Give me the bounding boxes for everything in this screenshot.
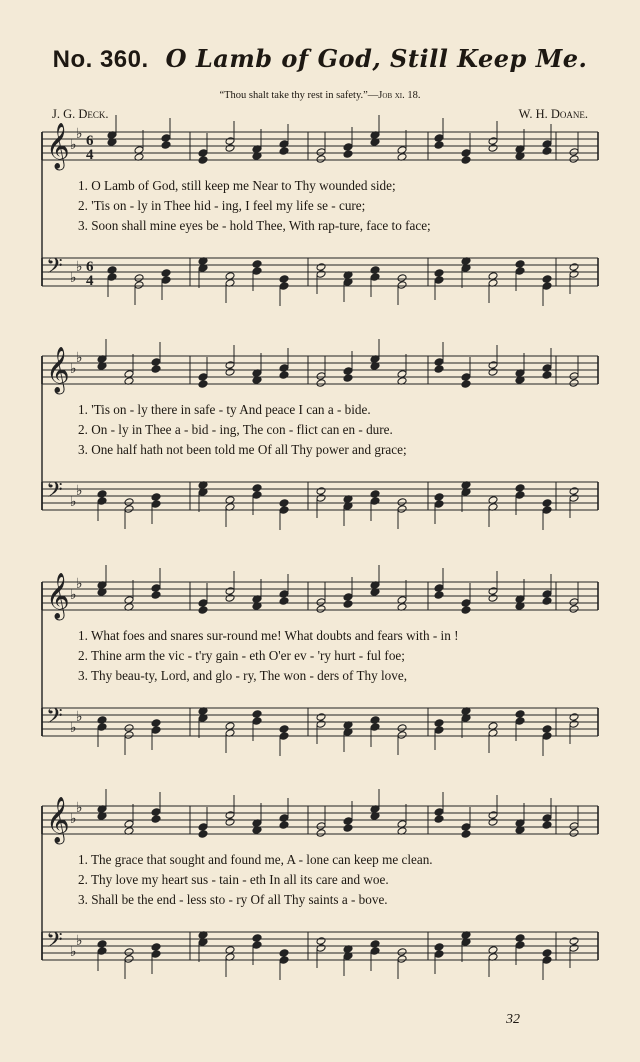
note-head bbox=[161, 134, 171, 143]
verse-lines bbox=[78, 400, 598, 460]
music-system bbox=[40, 797, 600, 972]
note-head bbox=[124, 955, 134, 964]
note-head bbox=[542, 506, 552, 515]
note-head bbox=[134, 281, 144, 290]
scripture-motto bbox=[0, 90, 640, 101]
verse-line: 2. Thy love my heart sus - tain - eth In all its care and woe. bbox=[78, 872, 389, 887]
page-number: 32 bbox=[506, 1012, 520, 1027]
note-head bbox=[198, 830, 208, 839]
note-head bbox=[461, 156, 471, 165]
note-head bbox=[252, 934, 262, 943]
note-head bbox=[198, 380, 208, 389]
treble-clef-icon: 𝄞 bbox=[46, 347, 70, 393]
music-system bbox=[40, 123, 600, 298]
hymn-number: No. 360. bbox=[52, 46, 149, 73]
note-head bbox=[434, 950, 444, 959]
note-head bbox=[151, 584, 161, 593]
note-head bbox=[397, 948, 407, 957]
note-head bbox=[569, 829, 579, 838]
note-head bbox=[97, 947, 107, 956]
hymn-title: O Lamb of God, Still Keep Me. bbox=[165, 44, 588, 73]
flat-icon: ♭ bbox=[76, 350, 83, 366]
verse-line: 3. Thy beau-ty, Lord, and glo - ry, The won - ders of Thy love, bbox=[78, 668, 408, 683]
note-head bbox=[151, 815, 161, 824]
note-head bbox=[434, 141, 444, 150]
note-head bbox=[316, 155, 326, 164]
note-head bbox=[515, 260, 525, 269]
note-head bbox=[225, 818, 235, 827]
treble-clef-icon: 𝄞 bbox=[46, 573, 70, 619]
note-head bbox=[569, 379, 579, 388]
note-head bbox=[569, 263, 579, 272]
hymn-composer: W. H. Doane. bbox=[518, 107, 588, 121]
note-head bbox=[461, 149, 471, 158]
note-head bbox=[134, 274, 144, 283]
treble-staff bbox=[42, 339, 598, 395]
note-head bbox=[569, 944, 579, 953]
note-head bbox=[542, 725, 552, 734]
note-head bbox=[316, 372, 326, 381]
note-head bbox=[279, 364, 289, 373]
note-head bbox=[542, 732, 552, 741]
note-head bbox=[97, 940, 107, 949]
flat-icon: ♭ bbox=[76, 800, 83, 816]
note-head bbox=[279, 956, 289, 965]
note-head bbox=[343, 150, 353, 159]
verse-line: 3. Shall be the end - less sto - ry Of all Thy saints a - bove. bbox=[78, 892, 388, 907]
note-head bbox=[569, 605, 579, 614]
treble-staff bbox=[42, 789, 598, 845]
note-head bbox=[397, 724, 407, 733]
note-head bbox=[542, 814, 552, 823]
note-head bbox=[124, 948, 134, 957]
note-head bbox=[397, 281, 407, 290]
note-head bbox=[569, 937, 579, 946]
note-head bbox=[542, 282, 552, 291]
note-head bbox=[515, 710, 525, 719]
note-head bbox=[124, 724, 134, 733]
note-head bbox=[397, 274, 407, 283]
note-head bbox=[461, 599, 471, 608]
note-head bbox=[316, 148, 326, 157]
note-head bbox=[569, 148, 579, 157]
note-head bbox=[569, 720, 579, 729]
note-head bbox=[225, 368, 235, 377]
note-head bbox=[542, 275, 552, 284]
music-system bbox=[40, 573, 600, 748]
note-head bbox=[225, 594, 235, 603]
note-head bbox=[151, 500, 161, 509]
bass-clef-icon: 𝄢 bbox=[46, 254, 63, 284]
note-head bbox=[434, 726, 444, 735]
note-head bbox=[225, 144, 235, 153]
note-head bbox=[397, 505, 407, 514]
note-head bbox=[370, 723, 380, 732]
note-head bbox=[97, 490, 107, 499]
note-head bbox=[107, 273, 117, 282]
time-signature-top: 6 bbox=[86, 259, 94, 275]
note-head bbox=[515, 491, 525, 500]
note-head bbox=[225, 811, 235, 820]
note-head bbox=[397, 498, 407, 507]
note-head bbox=[488, 594, 498, 603]
bass-staff bbox=[42, 704, 598, 756]
verse-line: 2. 'Tis on - ly in Thee hid - ing, I feel my life se - cure; bbox=[78, 198, 366, 213]
note-head bbox=[279, 949, 289, 958]
note-head bbox=[161, 269, 171, 278]
note-head bbox=[397, 731, 407, 740]
note-head bbox=[225, 361, 235, 370]
note-head bbox=[316, 829, 326, 838]
note-head bbox=[434, 500, 444, 509]
note-head bbox=[252, 484, 262, 493]
flat-icon: ♭ bbox=[76, 576, 83, 592]
flat-icon: ♭ bbox=[76, 933, 83, 949]
note-head bbox=[370, 490, 380, 499]
note-head bbox=[151, 358, 161, 367]
note-head bbox=[434, 808, 444, 817]
note-head bbox=[515, 934, 525, 943]
note-head bbox=[434, 276, 444, 285]
note-head bbox=[542, 364, 552, 373]
note-head bbox=[279, 147, 289, 156]
note-head bbox=[252, 260, 262, 269]
note-head bbox=[542, 597, 552, 606]
note-head bbox=[161, 141, 171, 150]
note-head bbox=[252, 267, 262, 276]
flat-icon: ♭ bbox=[70, 587, 77, 603]
flat-icon: ♭ bbox=[76, 259, 83, 275]
bass-staff bbox=[42, 478, 598, 530]
note-head bbox=[97, 723, 107, 732]
note-head bbox=[461, 823, 471, 832]
note-head bbox=[343, 600, 353, 609]
note-head bbox=[316, 263, 326, 272]
note-head bbox=[343, 143, 353, 152]
note-head bbox=[198, 149, 208, 158]
bass-clef-icon: 𝄢 bbox=[46, 928, 63, 958]
note-head bbox=[343, 593, 353, 602]
note-head bbox=[97, 716, 107, 725]
note-head bbox=[370, 497, 380, 506]
note-head bbox=[107, 266, 117, 275]
note-head bbox=[542, 949, 552, 958]
note-head bbox=[569, 487, 579, 496]
verse-line: 3. Soon shall mine eyes be - hold Thee, With rap-ture, face to face; bbox=[78, 218, 431, 233]
note-head bbox=[198, 373, 208, 382]
time-signature-bottom: 4 bbox=[86, 273, 94, 289]
note-head bbox=[569, 270, 579, 279]
treble-staff bbox=[42, 115, 598, 171]
note-head bbox=[316, 598, 326, 607]
note-head bbox=[279, 506, 289, 515]
note-head bbox=[279, 140, 289, 149]
bass-staff bbox=[42, 254, 598, 306]
treble-clef-icon: 𝄞 bbox=[46, 123, 70, 169]
note-head bbox=[151, 808, 161, 817]
note-head bbox=[461, 606, 471, 615]
note-head bbox=[542, 499, 552, 508]
note-head bbox=[343, 817, 353, 826]
note-head bbox=[252, 491, 262, 500]
note-head bbox=[151, 365, 161, 374]
note-head bbox=[343, 367, 353, 376]
note-head bbox=[252, 710, 262, 719]
note-head bbox=[316, 713, 326, 722]
note-head bbox=[97, 497, 107, 506]
verse-line: 3. One half hath not been told me Of all Thy power and grace; bbox=[78, 442, 407, 457]
note-head bbox=[488, 144, 498, 153]
note-head bbox=[370, 273, 380, 282]
note-head bbox=[151, 726, 161, 735]
note-head bbox=[198, 599, 208, 608]
note-head bbox=[279, 597, 289, 606]
flat-icon: ♭ bbox=[70, 494, 77, 510]
note-head bbox=[151, 591, 161, 600]
flat-icon: ♭ bbox=[70, 361, 77, 377]
note-head bbox=[434, 493, 444, 502]
note-head bbox=[515, 484, 525, 493]
note-head bbox=[434, 584, 444, 593]
note-head bbox=[124, 498, 134, 507]
flat-icon: ♭ bbox=[70, 270, 77, 286]
note-head bbox=[198, 156, 208, 165]
note-head bbox=[316, 944, 326, 953]
note-head bbox=[569, 155, 579, 164]
note-head bbox=[434, 365, 444, 374]
note-head bbox=[542, 821, 552, 830]
note-head bbox=[488, 811, 498, 820]
note-head bbox=[279, 590, 289, 599]
motto-reference: Job xi. 18. bbox=[378, 90, 421, 101]
note-head bbox=[542, 956, 552, 965]
note-head bbox=[434, 815, 444, 824]
note-head bbox=[343, 824, 353, 833]
note-head bbox=[252, 941, 262, 950]
note-head bbox=[488, 818, 498, 827]
note-head bbox=[461, 380, 471, 389]
motto-text: “Thou shalt take thy rest in safety.”— bbox=[219, 90, 379, 101]
flat-icon: ♭ bbox=[76, 126, 83, 142]
note-head bbox=[542, 147, 552, 156]
note-head bbox=[370, 947, 380, 956]
note-head bbox=[316, 822, 326, 831]
verse-line: 2. On - ly in Thee a - bid - ing, The con - flict can en - dure. bbox=[78, 422, 393, 437]
bass-staff bbox=[42, 928, 598, 980]
note-head bbox=[151, 493, 161, 502]
note-head bbox=[569, 494, 579, 503]
note-head bbox=[225, 587, 235, 596]
note-head bbox=[488, 368, 498, 377]
note-head bbox=[434, 591, 444, 600]
note-head bbox=[316, 605, 326, 614]
note-head bbox=[569, 713, 579, 722]
note-head bbox=[316, 494, 326, 503]
verse-line: 2. Thine arm the vic - t'ry gain - eth O'er ev - 'ry hurt - ful foe; bbox=[78, 648, 405, 663]
verse-lines bbox=[78, 626, 598, 686]
note-head bbox=[316, 270, 326, 279]
note-head bbox=[515, 941, 525, 950]
note-head bbox=[316, 937, 326, 946]
note-head bbox=[515, 267, 525, 276]
note-head bbox=[252, 717, 262, 726]
note-head bbox=[515, 717, 525, 726]
flat-icon: ♭ bbox=[76, 709, 83, 725]
note-head bbox=[488, 587, 498, 596]
note-head bbox=[151, 719, 161, 728]
note-head bbox=[279, 821, 289, 830]
note-head bbox=[151, 943, 161, 952]
verse-lines bbox=[78, 176, 598, 236]
verse-line: 1. O Lamb of God, still keep me Near to Thy wounded side; bbox=[78, 178, 396, 193]
verse-line: 1. The grace that sought and found me, A - lone can keep me clean. bbox=[78, 852, 433, 867]
bass-clef-icon: 𝄢 bbox=[46, 704, 63, 734]
note-head bbox=[161, 276, 171, 285]
flat-icon: ♭ bbox=[70, 944, 77, 960]
time-signature-bottom: 4 bbox=[86, 147, 94, 163]
note-head bbox=[461, 830, 471, 839]
note-head bbox=[151, 950, 161, 959]
bass-clef-icon: 𝄢 bbox=[46, 478, 63, 508]
note-head bbox=[279, 371, 289, 380]
verse-lines bbox=[78, 850, 598, 910]
note-head bbox=[542, 590, 552, 599]
note-head bbox=[434, 943, 444, 952]
music-system bbox=[40, 347, 600, 522]
note-head bbox=[343, 374, 353, 383]
note-head bbox=[434, 134, 444, 143]
note-head bbox=[279, 499, 289, 508]
note-head bbox=[488, 137, 498, 146]
verse-line: 1. What foes and snares sur-round me! What doubts and fears with - in ! bbox=[78, 628, 459, 643]
treble-staff bbox=[42, 565, 598, 621]
note-head bbox=[542, 140, 552, 149]
note-head bbox=[461, 373, 471, 382]
note-head bbox=[542, 371, 552, 380]
note-head bbox=[370, 940, 380, 949]
hymn-title-line bbox=[0, 44, 640, 74]
flat-icon: ♭ bbox=[76, 483, 83, 499]
note-head bbox=[569, 822, 579, 831]
note-head bbox=[488, 361, 498, 370]
note-head bbox=[225, 137, 235, 146]
note-head bbox=[279, 814, 289, 823]
note-head bbox=[316, 379, 326, 388]
note-head bbox=[124, 505, 134, 514]
flat-icon: ♭ bbox=[70, 720, 77, 736]
note-head bbox=[569, 598, 579, 607]
note-head bbox=[279, 732, 289, 741]
verse-line: 1. 'Tis on - ly there in safe - ty And peace I can a - bide. bbox=[78, 402, 371, 417]
note-head bbox=[198, 823, 208, 832]
flat-icon: ♭ bbox=[70, 137, 77, 153]
hymn-author: J. G. Deck. bbox=[52, 107, 109, 121]
note-head bbox=[279, 282, 289, 291]
treble-clef-icon: 𝄞 bbox=[46, 797, 70, 843]
note-head bbox=[434, 358, 444, 367]
note-head bbox=[434, 269, 444, 278]
note-head bbox=[370, 716, 380, 725]
time-signature-top: 6 bbox=[86, 133, 94, 149]
note-head bbox=[569, 372, 579, 381]
note-head bbox=[370, 266, 380, 275]
flat-icon: ♭ bbox=[70, 811, 77, 827]
note-head bbox=[397, 955, 407, 964]
note-head bbox=[434, 719, 444, 728]
note-head bbox=[279, 275, 289, 284]
note-head bbox=[316, 720, 326, 729]
note-head bbox=[316, 487, 326, 496]
note-head bbox=[198, 606, 208, 615]
note-head bbox=[124, 731, 134, 740]
note-head bbox=[279, 725, 289, 734]
